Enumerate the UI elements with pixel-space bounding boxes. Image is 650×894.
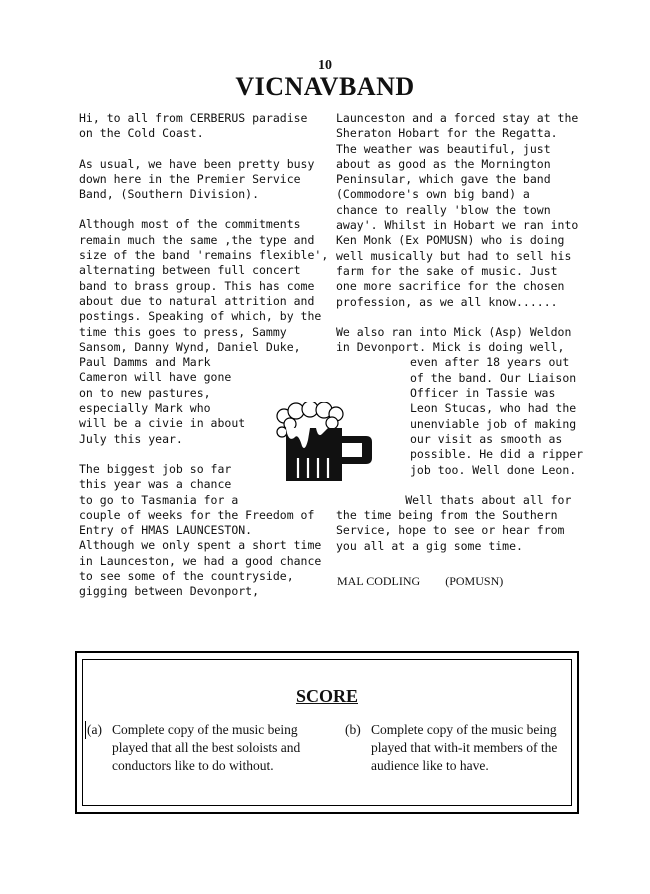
article-line: of the band. Our Liaison xyxy=(410,370,577,385)
article-paragraph xyxy=(336,325,586,356)
article-line: farm for the sake of music. Just xyxy=(336,263,558,278)
article-line: to see some of the countryside, xyxy=(79,569,294,584)
article-line: away'. Whilst in Hobart we ran into xyxy=(336,218,579,233)
article-line: possible. He did a ripper xyxy=(410,447,584,462)
article-line: the time being from the Southern xyxy=(336,508,558,523)
article-line: job too. Well done Leon. xyxy=(410,462,577,477)
article-line: Officer in Tassie was xyxy=(410,386,556,401)
paragraph-gap xyxy=(79,142,327,157)
article-right-column xyxy=(336,111,586,589)
article-line: The weather was beautiful, just xyxy=(336,141,551,156)
article-paragraph xyxy=(79,111,327,142)
article-paragraph xyxy=(410,355,586,477)
article-line: to go to Tasmania for a xyxy=(79,492,239,507)
score-item-text: Complete copy of the music being played that all the best soloists and conductors like to do without. xyxy=(112,722,301,773)
article-paragraph xyxy=(79,157,327,203)
article-line: on the Cold Coast. xyxy=(79,126,204,141)
signature-name: MAL CODLING xyxy=(337,574,421,589)
article-left-column xyxy=(79,111,327,600)
article-line: Well thats about all for xyxy=(336,492,572,507)
article-line: time this goes to press, Sammy xyxy=(79,324,287,339)
score-item-label: (a) xyxy=(87,722,102,737)
score-item-a xyxy=(85,721,327,773)
article-line: especially Mark who xyxy=(79,401,211,416)
article-line: (Commodore's own big band) a xyxy=(336,187,530,202)
paragraph-gap xyxy=(336,310,586,325)
article-line: our visit as smooth as xyxy=(410,431,563,446)
page-number: 10 xyxy=(318,58,332,73)
article-line: in Launceston, we had a good chance xyxy=(79,553,322,568)
article-paragraph xyxy=(336,493,586,554)
beer-mug-icon xyxy=(272,402,378,486)
article-line: unenviable job of making xyxy=(410,416,577,431)
article-line: Service, hope to see or hear from xyxy=(336,523,565,538)
article-paragraph xyxy=(336,111,586,310)
article-line: will be a civie in about xyxy=(79,416,246,431)
score-title: SCORE xyxy=(295,686,358,706)
score-box-inner-frame xyxy=(82,659,572,806)
article-line: couple of weeks for the Freedom of xyxy=(79,507,315,522)
article-line: Entry of HMAS LAUNCESTON. xyxy=(79,523,253,538)
article-line: As usual, we have been pretty busy xyxy=(79,156,315,171)
article-line: postings. Speaking of which, by the xyxy=(79,309,322,324)
article-line: Ken Monk (Ex POMUSN) who is doing xyxy=(336,233,565,248)
article-line: Peninsular, which gave the band xyxy=(336,172,551,187)
article-line: profession, as we all know...... xyxy=(336,294,558,309)
article-line: one more sacrifice for the chosen xyxy=(336,279,565,294)
score-item-b xyxy=(345,721,578,773)
article-line: size of the band 'remains flexible', xyxy=(79,248,329,263)
signature-rank: (POMUSN) xyxy=(445,574,504,589)
article-line: Cameron will have gone xyxy=(79,370,232,385)
article-title: VICNAVBAND xyxy=(235,72,415,101)
article-line: Paul Damms and Mark xyxy=(79,355,211,370)
score-item-text: Complete copy of the music being played that with-it members of the audience like to have. xyxy=(371,722,558,773)
signature xyxy=(336,574,586,589)
article-line: well musically but had to sell his xyxy=(336,248,572,263)
article-line: you all at a gig some time. xyxy=(336,538,523,553)
article-line: even after 18 years out xyxy=(410,355,570,370)
article-line: chance to really 'blow the town xyxy=(336,202,551,217)
article-line: Hi, to all from CERBERUS paradise xyxy=(79,111,308,125)
score-box xyxy=(75,651,579,814)
article-line: this year was a chance xyxy=(79,477,232,492)
score-item-label: (b) xyxy=(345,722,361,737)
article-line: about as good as the Mornington xyxy=(336,156,551,171)
article-line: Although most of the commitments xyxy=(79,217,301,232)
article-line: down here in the Premier Service xyxy=(79,171,301,186)
article-line: The biggest job so far xyxy=(79,461,232,476)
left-column-paragraphs xyxy=(79,111,327,600)
article-line: Although we only spent a short time xyxy=(79,538,322,553)
right-column-closing-paragraph xyxy=(336,493,586,554)
article-line: July this year. xyxy=(79,431,183,446)
article-line: alternating between full concert xyxy=(79,263,301,278)
article-line: Launceston and a forced stay at the xyxy=(336,111,579,125)
article-line: about due to natural attrition and xyxy=(79,293,315,308)
right-column-paragraphs xyxy=(336,111,586,355)
article-line: band to brass group. This has come xyxy=(79,278,315,293)
article-line: on to new pastures, xyxy=(79,385,211,400)
article-line: remain much the same ,the type and xyxy=(79,232,315,247)
article-line: Leon Stucas, who had the xyxy=(410,401,577,416)
article-line: Band, (Southern Division). xyxy=(79,187,260,202)
article-line: Sansom, Danny Wynd, Daniel Duke, xyxy=(79,339,301,354)
paragraph-gap xyxy=(79,202,327,217)
article-line: Sheraton Hobart for the Regatta. xyxy=(336,126,558,141)
article-line: gigging between Devonport, xyxy=(79,584,260,599)
article-line: We also ran into Mick (Asp) Weldon xyxy=(336,324,572,339)
article-line: in Devonport. Mick is doing well, xyxy=(336,340,565,355)
